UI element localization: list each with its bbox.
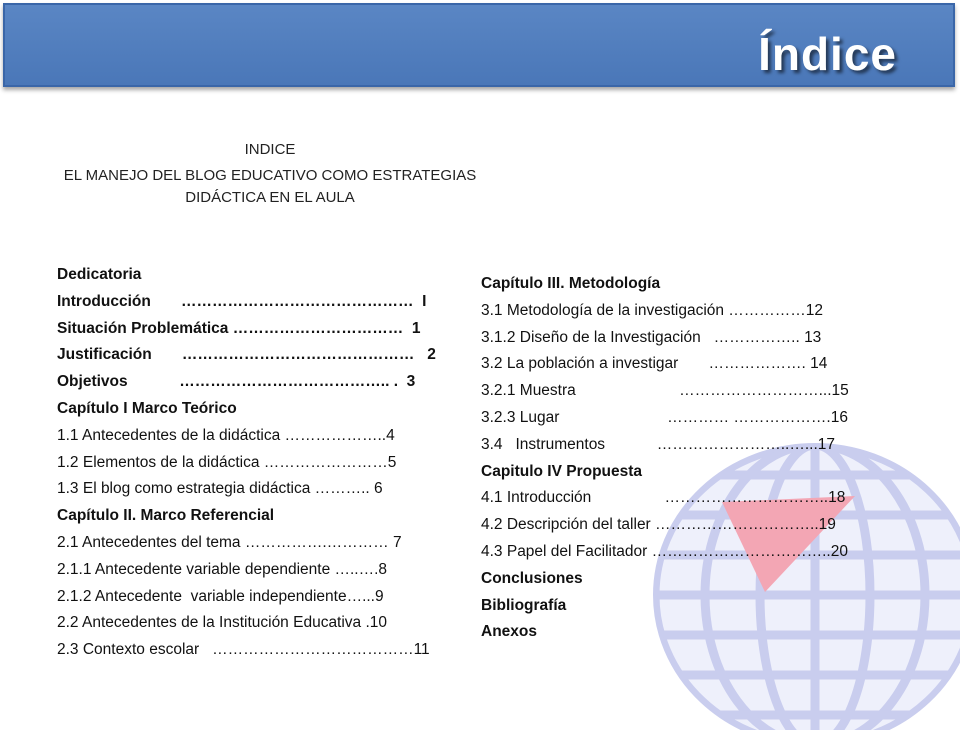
toc-entry: Capítulo I Marco Teórico — [57, 399, 237, 417]
toc-entry: 4.2 Descripción del taller …………………………..19 — [481, 516, 836, 534]
toc-entry: Objetivos ………………………………….. . 3 — [57, 373, 416, 391]
toc-entry: Anexos — [481, 623, 537, 641]
toc-entry: 2.1.1 Antecedente variable dependiente …..….8 — [57, 560, 388, 578]
toc-entry: 3.2.1 Muestra ………………………...15 — [481, 382, 849, 400]
toc-entry: 1.1 Antecedentes de la didáctica ………………..4 — [57, 426, 395, 444]
toc-entry: Introducción ……………………………………… I — [57, 292, 427, 310]
toc-entry: Capitulo IV Propuesta — [481, 462, 643, 480]
toc-entry: 4.1 Introducción …………………………..18 — [481, 489, 846, 507]
toc-entry: 2.1 Antecedentes del tema …………….………… 7 — [57, 533, 402, 551]
toc-left-column — [57, 262, 436, 664]
toc-entry: 3.4 Instrumentos ……………………..…...17 — [481, 435, 836, 453]
slide-title: Índice — [758, 28, 897, 80]
toc-entry: 3.2 La población a investigar ………………. 14 — [481, 355, 828, 373]
toc-entry: 1.2 Elementos de la didáctica ……………………5 — [57, 453, 397, 471]
document-title-line-1: EL MANEJO DEL BLOG EDUCATIVO COMO ESTRATEGIAS — [63, 167, 477, 184]
toc-entry: Conclusiones — [481, 569, 583, 587]
toc-entry: 2.1.2 Antecedente variable independiente…...9 — [57, 587, 384, 605]
toc-entry: 3.1 Metodología de la investigación ……………12 — [481, 301, 824, 319]
title-banner — [3, 3, 955, 87]
index-label: INDICE — [244, 141, 296, 158]
document-heading — [40, 139, 500, 209]
toc-entry: 3.2.3 Lugar ………… ……………….16 — [481, 408, 848, 426]
toc-entry: Justificación ……………………………………… 2 — [57, 346, 436, 364]
toc-entry: Dedicatoria — [57, 266, 142, 283]
toc-entry: Capítulo II. Marco Referencial — [57, 507, 275, 525]
toc-entry: Situación Problemática …………………………… 1 — [57, 319, 421, 337]
toc-entry: Bibliografía — [481, 596, 567, 614]
toc-entry: 3.1.2 Diseño de la Investigación …………….. 13 — [481, 328, 822, 346]
toc-right-column — [481, 271, 849, 646]
toc-entry: 2.2 Antecedentes de la Institución Educativa .10 — [57, 614, 388, 632]
document-title-line-2: DIDÁCTICA EN EL AULA — [185, 189, 355, 206]
toc-entry: 4.3 Papel del Facilitador ……………………………..20 — [481, 542, 848, 560]
toc-entry: 2.3 Contexto escolar …………………………………11 — [57, 641, 430, 659]
toc-entry: 1.3 El blog como estrategia didáctica ……….. 6 — [57, 480, 383, 498]
toc-entry: Capítulo III. Metodología — [481, 275, 661, 292]
